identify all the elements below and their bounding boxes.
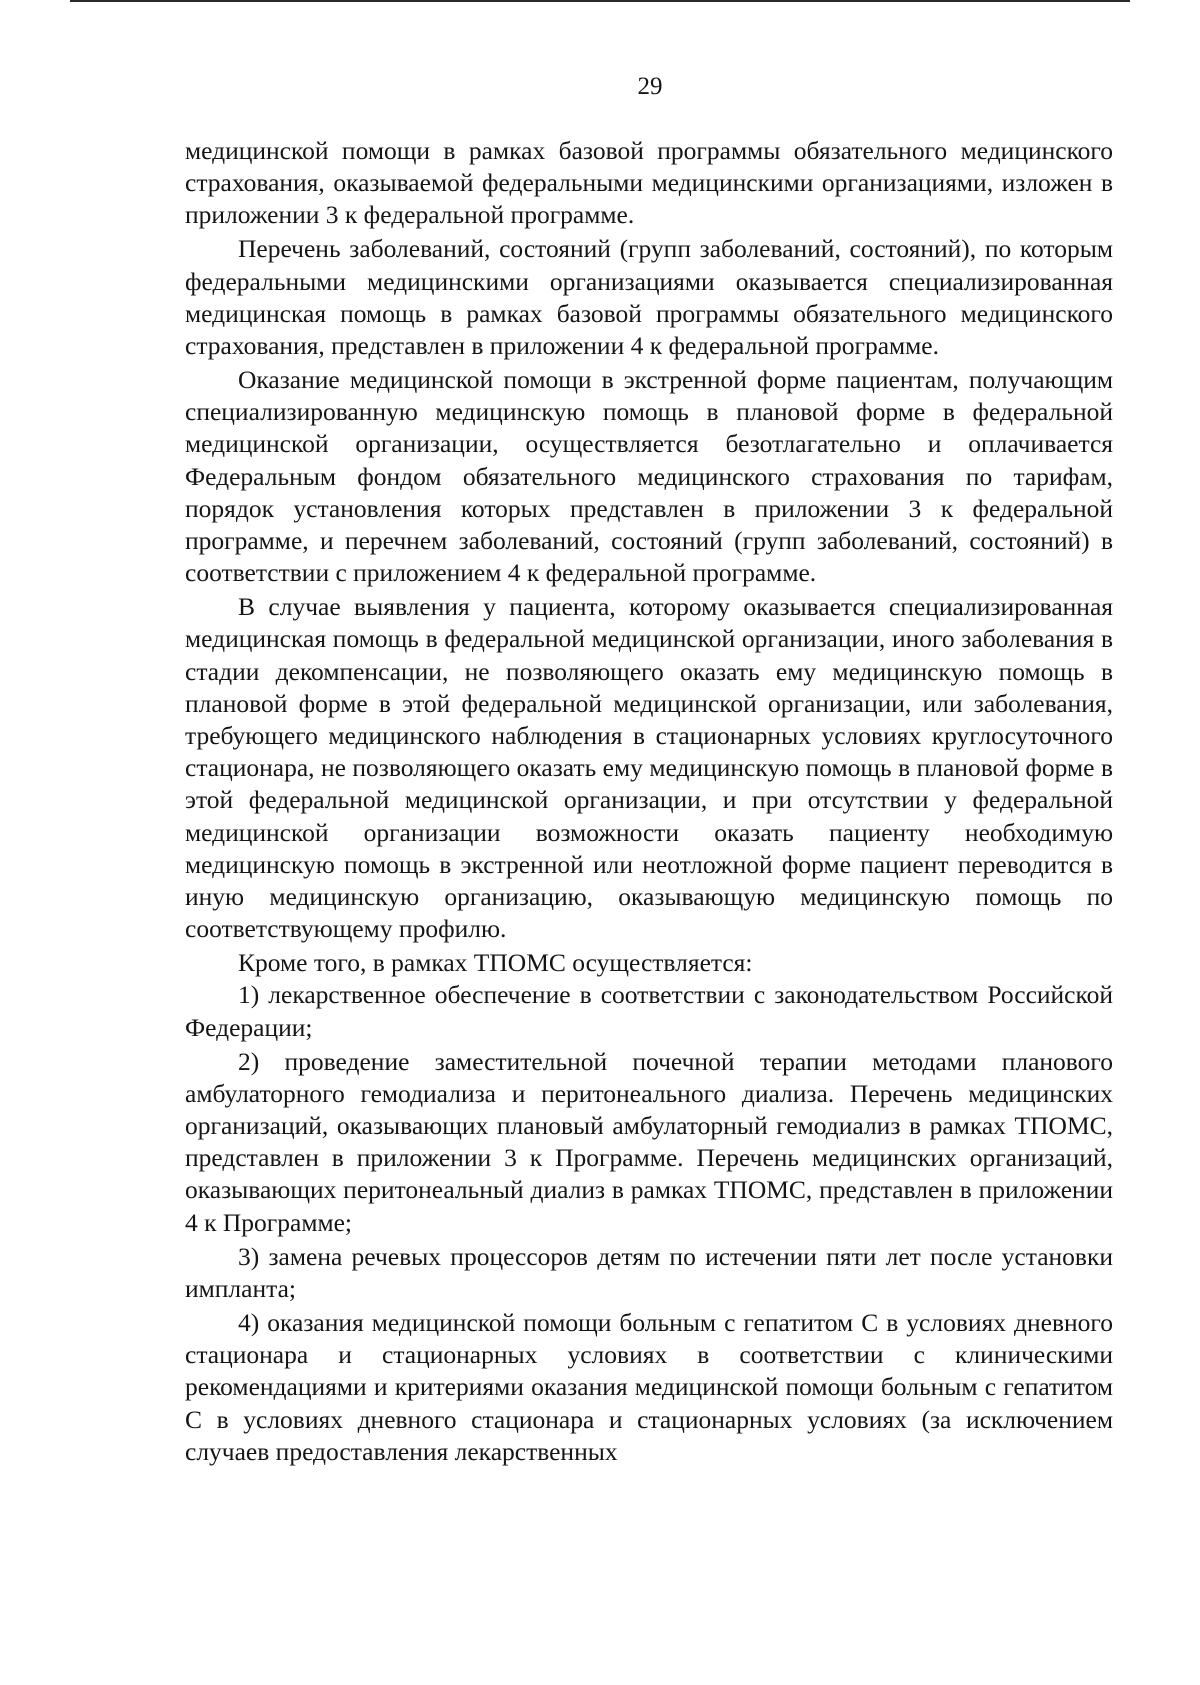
paragraph-tpoms-intro: Кроме того, в рамках ТПОМС осуществляется: — [238, 948, 753, 978]
list-item-4: 4) оказания медицинской помощи больным с гепатитом С в условиях дневного стационара и стационарных условиях в соответствии с клиническими рекомендациями и критериями оказания медицинской помощи больным с гепатитом С в условиях дневного стационара и стационарных условиях (за исключением случаев предоставления лекарственных — [185, 1307, 1113, 1466]
document-body — [185, 135, 1113, 1470]
paragraph-patient-transfer: В случае выявления у пациента, которому оказывается специализированная медицинская помощь в федеральной медицинской организации, иного заболевания в стадии декомпенсации, не позволяющего оказать ему медицинскую помощь в плановой форме в этой федеральной медицинской организации, или заболевания, требующего медицинского наблюдения в стационарных условиях круглосуточного стационара, не позволяющего оказать ему медицинскую помощь в плановой форме в этой федеральной медицинской организации, и при отсутствии у федеральной медицинской организации возможности оказать пациенту необходимую медицинскую помощь в экстренной или неотложной форме пациент переводится в иную медицинскую организацию, оказывающую медицинскую помощь по соответствующему профилю. — [185, 592, 1113, 944]
paragraph-continuation: медицинской помощи в рамках базовой программы обязательного медицинского страхования, оказываемой федеральными медицинскими организациями, изложен в приложении 3 к федеральной программе. — [185, 136, 1113, 230]
list-item-1: 1) лекарственное обеспечение в соответствии с законодательством Российской Федерации; — [185, 980, 1113, 1042]
page-number: 29 — [637, 73, 663, 100]
paragraph-emergency-care: Оказание медицинской помощи в экстренной форме пациентам, получающим специализированную медицинскую помощь в плановой форме в федеральной медицинской организации, осуществляется безотлагательно и оплачивается Федеральным фондом обязательного медицинского страхования по тарифам, порядок установления которых представлен в приложении 3 к федеральной программе, и перечнем заболеваний, состояний (групп заболеваний, состояний) в соответствии с приложением 4 к федеральной программе. — [185, 365, 1113, 588]
top-border-line — [70, 0, 1130, 2]
list-item-3: 3) замена речевых процессоров детям по истечении пяти лет после установки импланта; — [185, 1241, 1113, 1303]
list-item-2: 2) проведение заместительной почечной терапии методами планового амбулаторного гемодиализа и перитонеального диализа. Перечень медицинских организаций, оказывающих плановый амбулаторный гемодиализ в рамках ТПОМС, представлен в приложении 3 к Программе. Перечень медицинских организаций, оказывающих перитонеальный диализ в рамках ТПОМС, представлен в приложении 4 к Программе; — [185, 1046, 1113, 1237]
paragraph-disease-list: Перечень заболеваний, состояний (групп заболеваний, состояний), по которым федеральными медицинскими организациями оказывается специализированная медицинская помощь в рамках базовой программы обязательного медицинского страхования, представлен в приложении 4 к федеральной программе. — [185, 234, 1113, 361]
